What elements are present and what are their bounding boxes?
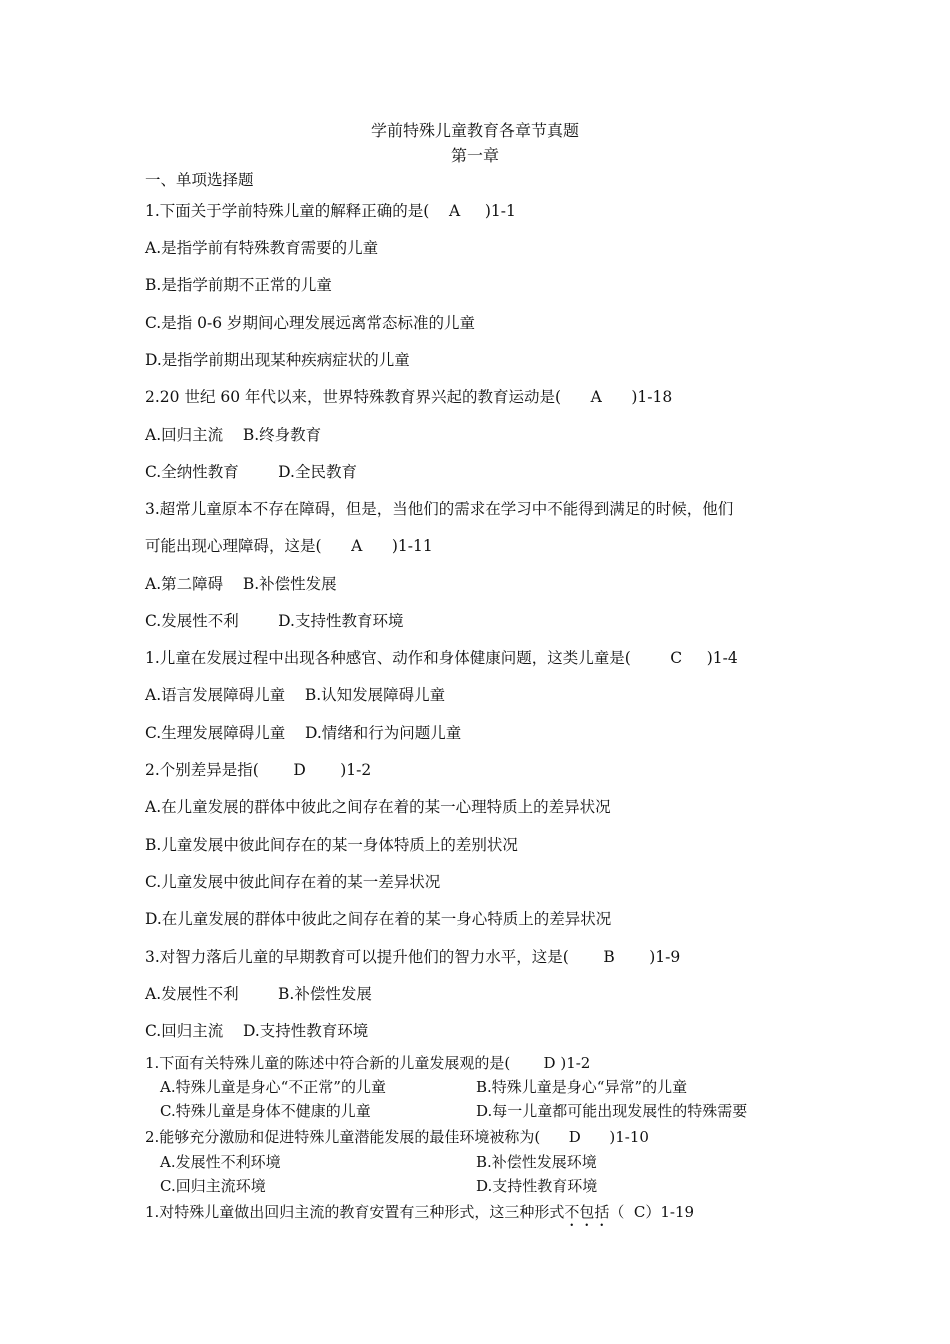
option-line: C.儿童发展中彼此间存在着的某一差异状况 [145, 873, 441, 891]
option-line: C.是指 0-6 岁期间心理发展远离常态标准的儿童 [145, 314, 476, 332]
option-line: D.每一儿童都可能出现发展性的特殊需要 [476, 1102, 748, 1120]
option-line: B.特殊儿童是身心“异常”的儿童 [476, 1078, 688, 1096]
chapter-heading: 第一章 [450, 146, 499, 165]
question-line: 2.个别差异是指( D )1-2 [145, 761, 372, 779]
option-line: A.第二障碍 B.补偿性发展 [145, 575, 337, 593]
option-line: D.在儿童发展的群体中彼此之间存在着的某一身心特质上的差异状况 [145, 910, 612, 928]
question-line: 2.20 世纪 60 年代以来，世界特殊教育界兴起的教育运动是( A )1-18 [145, 388, 673, 406]
question-line: 3.对智力落后儿童的早期教育可以提升他们的智力水平，这是( B )1-9 [145, 948, 681, 966]
option-line: A.在儿童发展的群体中彼此之间存在着的某一心理特质上的差异状况 [145, 798, 611, 816]
option-line: C.特殊儿童是身体不健康的儿童 [160, 1102, 371, 1120]
question-answer: （ C）1-19 [609, 1203, 695, 1221]
option-line: A.回归主流 B.终身教育 [145, 426, 322, 444]
option-line: A.是指学前有特殊教育需要的儿童 [145, 239, 379, 257]
option-line: A.发展性不利 B.补偿性发展 [145, 985, 372, 1003]
question-text: 1.对特殊儿童做出回归主流的教育安置有三种形式，这三种形式 [145, 1203, 565, 1221]
option-line: A.特殊儿童是身心“不正常”的儿童 [160, 1078, 386, 1096]
question-line: 1.下面有关特殊儿童的陈述中符合新的儿童发展观的是( D )1-2 [145, 1054, 591, 1072]
option-line: B.是指学前期不正常的儿童 [145, 276, 332, 294]
option-line: C.回归主流环境 [160, 1177, 266, 1195]
option-line: C.生理发展障碍儿童 D.情绪和行为问题儿童 [145, 724, 462, 742]
section-heading: 一、单项选择题 [145, 171, 254, 189]
option-line: C.回归主流 D.支持性教育环境 [145, 1022, 369, 1040]
option-line: C.全纳性教育 D.全民教育 [145, 463, 357, 481]
emphasis-text: 不包括 [564, 1203, 610, 1221]
question-line: 3.超常儿童原本不存在障碍，但是，当他们的需求在学习中不能得到满足的时候，他们 [145, 500, 734, 518]
option-line: B.补偿性发展环境 [476, 1153, 597, 1171]
option-line: B.儿童发展中彼此间存在的某一身体特质上的差别状况 [145, 836, 518, 854]
question-line: 1.儿童在发展过程中出现各种感官、动作和身体健康问题，这类儿童是( C )1-4 [145, 649, 738, 667]
question-line: 1.下面关于学前特殊儿童的解释正确的是( A )1-1 [145, 202, 516, 220]
question-line: 可能出现心理障碍，这是( A )1-11 [145, 537, 433, 555]
option-line: A.语言发展障碍儿童 B.认知发展障碍儿童 [145, 686, 446, 704]
question-line [145, 1201, 694, 1230]
option-line: D.支持性教育环境 [476, 1177, 598, 1195]
option-line: D.是指学前期出现某种疾病症状的儿童 [145, 351, 410, 369]
option-line: C.发展性不利 D.支持性教育环境 [145, 612, 404, 630]
question-line: 2.能够充分激励和促进特殊儿童潜能发展的最佳环境被称为( D )1-10 [145, 1128, 649, 1146]
option-line: A.发展性不利环境 [160, 1153, 281, 1171]
document-title: 学前特殊儿童教育各章节真题 [370, 121, 579, 140]
